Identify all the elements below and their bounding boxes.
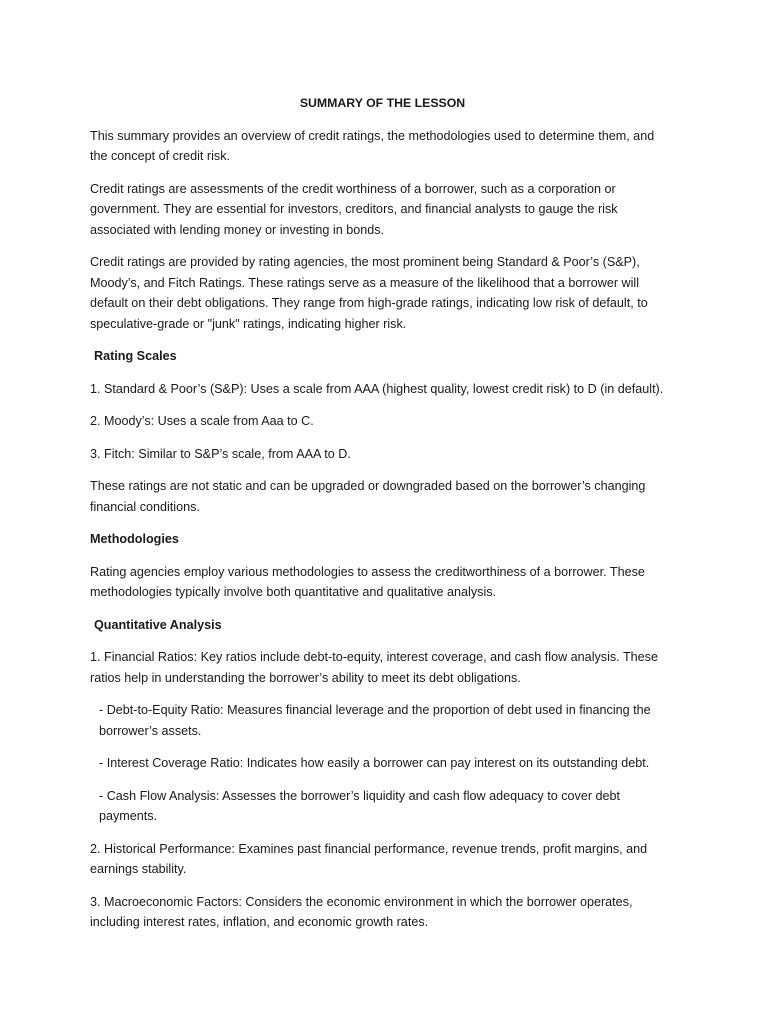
- cash-flow-subitem: - Cash Flow Analysis: Assesses the borrower’s liquidity and cash flow adequacy to cover debt payments.: [99, 788, 621, 823]
- page-title: SUMMARY OF THE LESSON: [299, 96, 466, 110]
- definition-paragraph: Credit ratings are assessments of the credit worthiness of a borrower, such as a corporation or government. They are essential for investors, creditors, and financial analysts to gauge the risk associated with lending money or investing in bonds.: [90, 181, 618, 237]
- scale-fitch-item: 3. Fitch: Similar to S&P’s scale, from AAA to D.: [90, 446, 351, 461]
- historical-performance-item: 2. Historical Performance: Examines past financial performance, revenue trends, profit margins, and earnings stability.: [90, 841, 648, 876]
- intro-paragraph: This summary provides an overview of credit ratings, the methodologies used to determine them, and the concept of credit risk.: [90, 128, 655, 163]
- scale-sp-item: 1. Standard & Poor’s (S&P): Uses a scale from AAA (highest quality, lowest credit risk) to D (in default).: [90, 381, 664, 396]
- debt-to-equity-subitem: - Debt-to-Equity Ratio: Measures financial leverage and the proportion of debt used in financing the borrower’s assets.: [99, 703, 651, 738]
- macroeconomic-factors-item: 3. Macroeconomic Factors: Considers the economic environment in which the borrower operates, including interest rates, inflation, and economic growth rates.: [90, 894, 633, 929]
- agencies-paragraph: Credit ratings are provided by rating agencies, the most prominent being Standard & Poor’s (S&P), Moody’s, and Fitch Ratings. These ratings serve as a measure of the likelihood that a borrower will default on their debt obligations. They range from high-grade ratings, indicating low risk of default, to speculative-grade or "junk" ratings, indicating higher risk.: [90, 255, 648, 331]
- methodologies-paragraph: Rating agencies employ various methodologies to assess the creditworthiness of a borrower. These methodologies typically involve both quantitative and qualitative analysis.: [90, 564, 645, 599]
- not-static-paragraph: These ratings are not static and can be upgraded or downgraded based on the borrower’s changing financial conditions.: [90, 479, 646, 514]
- document-body: [90, 93, 675, 945]
- rating-scales-heading: Rating Scales: [94, 349, 177, 363]
- financial-ratios-item: 1. Financial Ratios: Key ratios include debt-to-equity, interest coverage, and cash flow analysis. These ratios help in understanding the borrower’s ability to meet its debt obligations.: [90, 650, 658, 685]
- scale-moodys-item: 2. Moody’s: Uses a scale from Aaa to C.: [90, 414, 314, 428]
- methodologies-heading: Methodologies: [90, 532, 179, 546]
- quantitative-analysis-heading: Quantitative Analysis: [94, 617, 222, 632]
- interest-coverage-subitem: - Interest Coverage Ratio: Indicates how easily a borrower can pay interest on its outstanding debt.: [99, 756, 650, 770]
